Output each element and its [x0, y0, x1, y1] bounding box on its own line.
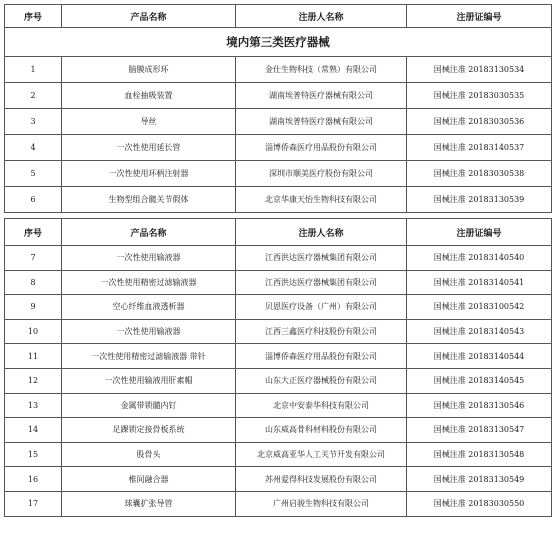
- cell-cert: 国械注准 20183130548: [407, 442, 552, 467]
- cell-cert: 国械注准 20183140540: [407, 246, 552, 271]
- cell-registrant: 江西洪达医疗器械集团有限公司: [236, 270, 407, 295]
- cell-seq: 3: [5, 109, 62, 135]
- cell-cert: 国械注准 20183030536: [407, 109, 552, 135]
- cell-seq: 6: [5, 187, 62, 213]
- cell-registrant: 淄博侨森医疗用品股份有限公司: [236, 135, 407, 161]
- cell-registrant: 北京华康天怡生物科技有限公司: [236, 187, 407, 213]
- cell-registrant: 金仕生物科技（常熟）有限公司: [236, 57, 407, 83]
- table-row: [5, 368, 552, 393]
- cell-cert: 国械注准 20183030538: [407, 161, 552, 187]
- cell-registrant: 湖南埃普特医疗器械有限公司: [236, 83, 407, 109]
- cell-seq: 2: [5, 83, 62, 109]
- cell-seq: 5: [5, 161, 62, 187]
- cell-seq: 11: [5, 344, 62, 369]
- cell-product: 足踝锁定接骨板系统: [62, 418, 236, 443]
- cell-product: 一次性使用输液器: [62, 246, 236, 271]
- cell-seq: 13: [5, 393, 62, 418]
- cell-registrant: 广州启骏生物科技有限公司: [236, 491, 407, 516]
- cell-cert: 国械注准 20183030535: [407, 83, 552, 109]
- header-registrant: 注册人名称: [236, 219, 407, 246]
- cell-product: 一次性使用输液器: [62, 319, 236, 344]
- cell-cert: 国械注准 20183130547: [407, 418, 552, 443]
- section-row: [5, 28, 552, 57]
- cell-registrant: 苏州爱得科技发展股份有限公司: [236, 467, 407, 492]
- cell-product: 一次性使用精密过滤输液器 带针: [62, 344, 236, 369]
- cell-seq: 9: [5, 295, 62, 320]
- table-row: [5, 442, 552, 467]
- header-cert: 注册证编号: [407, 219, 552, 246]
- cell-registrant: 淄博侨森医疗用品股份有限公司: [236, 344, 407, 369]
- cell-seq: 14: [5, 418, 62, 443]
- table-row: [5, 187, 552, 213]
- table-row: [5, 246, 552, 271]
- cell-registrant: 山东大正医疗器械股份有限公司: [236, 368, 407, 393]
- table-row: [5, 270, 552, 295]
- cell-registrant: 贝恩医疗设备（广州）有限公司: [236, 295, 407, 320]
- cell-product: 金属带锁髓内钉: [62, 393, 236, 418]
- cell-registrant: 深圳市顺美医疗股份有限公司: [236, 161, 407, 187]
- table-row: [5, 295, 552, 320]
- cell-registrant: 江西三鑫医疗科技股份有限公司: [236, 319, 407, 344]
- cell-product: 一次性使用精密过滤输液器: [62, 270, 236, 295]
- header-seq: 序号: [5, 219, 62, 246]
- table-row: [5, 467, 552, 492]
- cell-seq: 15: [5, 442, 62, 467]
- cell-product: 空心纤维血液透析器: [62, 295, 236, 320]
- section-title: 境内第三类医疗器械: [5, 28, 552, 57]
- table-row: [5, 418, 552, 443]
- header-registrant: 注册人名称: [236, 5, 407, 28]
- table-header-row: [5, 5, 552, 28]
- table-row: [5, 491, 552, 516]
- cell-product: 生物型组合髋关节假体: [62, 187, 236, 213]
- cell-seq: 12: [5, 368, 62, 393]
- cell-seq: 17: [5, 491, 62, 516]
- cell-registrant: 江西洪达医疗器械集团有限公司: [236, 246, 407, 271]
- cell-cert: 国械注准 20183130549: [407, 467, 552, 492]
- cell-cert: 国械注准 20183140541: [407, 270, 552, 295]
- cell-cert: 国械注准 20183140537: [407, 135, 552, 161]
- header-product: 产品名称: [62, 5, 236, 28]
- table-row: [5, 135, 552, 161]
- cell-registrant: 湖南埃普特医疗器械有限公司: [236, 109, 407, 135]
- registration-table-1: [4, 4, 552, 213]
- cell-product: 球囊扩张导管: [62, 491, 236, 516]
- cell-seq: 10: [5, 319, 62, 344]
- table-header-row: [5, 219, 552, 246]
- cell-cert: 国械注准 20183130534: [407, 57, 552, 83]
- cell-product: 股骨头: [62, 442, 236, 467]
- cell-cert: 国械注准 20183100542: [407, 295, 552, 320]
- header-product: 产品名称: [62, 219, 236, 246]
- cell-product: 椎间融合器: [62, 467, 236, 492]
- cell-product: 一次性使用环柄注射器: [62, 161, 236, 187]
- cell-registrant: 山东威高骨科材料股份有限公司: [236, 418, 407, 443]
- table-row: [5, 57, 552, 83]
- registration-table-2: [4, 218, 552, 517]
- cell-product: 一次性使用延长管: [62, 135, 236, 161]
- cell-seq: 1: [5, 57, 62, 83]
- cell-product: 一次性使用输液用肝素帽: [62, 368, 236, 393]
- header-seq: 序号: [5, 5, 62, 28]
- cell-cert: 国械注准 20183130546: [407, 393, 552, 418]
- cell-seq: 8: [5, 270, 62, 295]
- table-row: [5, 161, 552, 187]
- cell-seq: 7: [5, 246, 62, 271]
- cell-cert: 国械注准 20183130539: [407, 187, 552, 213]
- table-row: [5, 344, 552, 369]
- cell-product: 导丝: [62, 109, 236, 135]
- table-row: [5, 319, 552, 344]
- cell-cert: 国械注准 20183140543: [407, 319, 552, 344]
- header-cert: 注册证编号: [407, 5, 552, 28]
- cell-registrant: 北京中安泰华科技有限公司: [236, 393, 407, 418]
- table-row: [5, 83, 552, 109]
- cell-product: 血栓抽吸装置: [62, 83, 236, 109]
- cell-product: 脑膜成形环: [62, 57, 236, 83]
- cell-registrant: 北京威高亚华人工关节开发有限公司: [236, 442, 407, 467]
- cell-seq: 16: [5, 467, 62, 492]
- table-row: [5, 393, 552, 418]
- cell-cert: 国械注准 20183030550: [407, 491, 552, 516]
- table-row: [5, 109, 552, 135]
- cell-seq: 4: [5, 135, 62, 161]
- cell-cert: 国械注准 20183140545: [407, 368, 552, 393]
- cell-cert: 国械注准 20183140544: [407, 344, 552, 369]
